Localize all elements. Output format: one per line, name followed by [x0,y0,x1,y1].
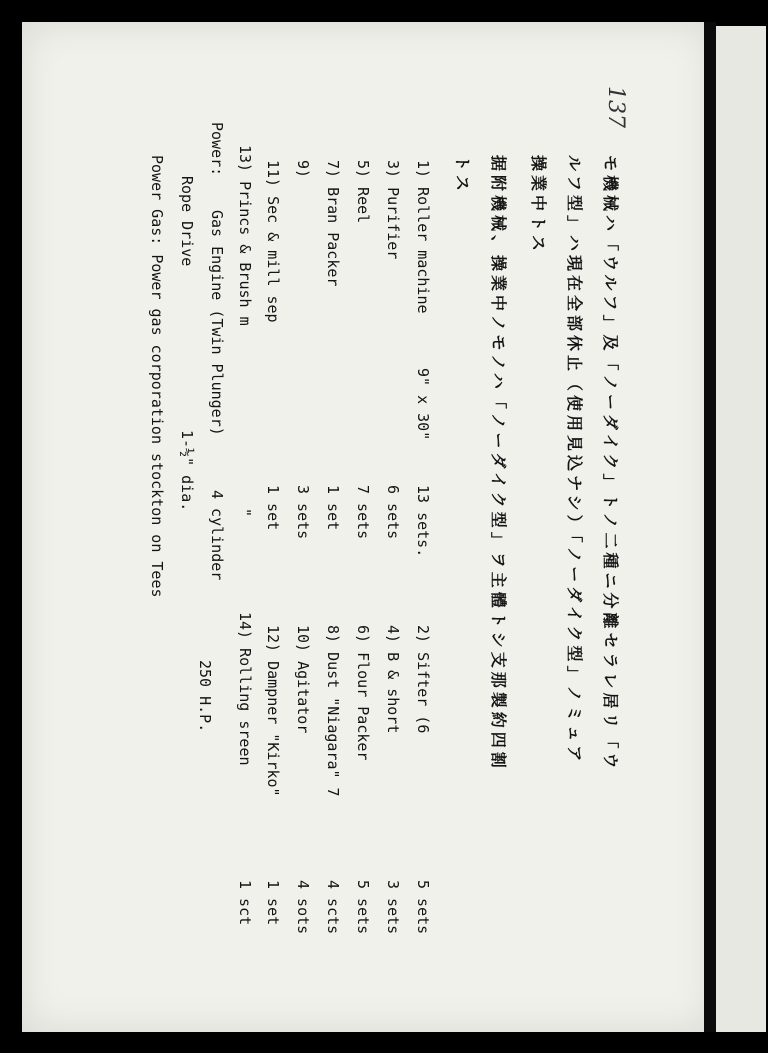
machine-14-name: 14) Rolling sreen [236,612,254,766]
machine-7-qty: 1 set [324,485,342,531]
machine-5-qty: 7 sets [354,485,372,540]
power-engine: Gas Engine (Twin Plunger) [208,210,226,436]
machine-12-qty: 1 set [264,880,282,926]
power-label: Power: [208,122,226,177]
page-number: 137 [603,86,628,128]
machine-1-qty: 13 sets. [414,485,432,558]
machine-5-name: 5) Reel [354,160,372,224]
machine-1-name: 1) Roller machine [414,160,432,314]
power-gas: Power Gas: Power gas corporation stockton on Tees [148,155,166,598]
machine-2-qty: 5 sets [414,880,432,935]
machine-13-qty: " [236,508,254,518]
machine-11-name: 11) Sec & mill sep [264,160,282,323]
machine-6-name: 6) Flour Packer [354,625,372,761]
machine-6-qty: 5 sets [354,880,372,935]
machine-7-name: 7) Bran Packer [324,160,342,287]
machine-8-qty: 4 scts [324,880,342,935]
machine-3-name: 3) Purifier [384,160,402,260]
power-drive: Rope Drive [178,176,196,267]
japanese-line-5: トス [453,155,472,195]
japanese-line-4: 据附機械、操業中ノモノハ「ノーダイク型」ヲ主體トシ支那製約四割 [489,155,508,772]
japanese-line-1: モ機械ハ「ウルフ」及「ノーダイク」トノ二種ニ分離セラレ居リ「ウ [601,155,620,773]
machine-10-name: 10) Agitator [294,625,312,734]
machine-4-name: 4) B & short [384,625,402,734]
machine-9-name: 9) [294,160,312,179]
machine-11-qty: 1 set [264,485,282,531]
machine-14-qty: 1 sct [236,880,254,926]
power-diameter: 1-½" dia. [178,430,196,512]
machine-3-qty: 6 sets [384,485,402,540]
machine-13-name: 13) Princs & Brush m [236,145,254,326]
machine-4-qty: 3 sets [384,880,402,935]
power-cylinder: 4 cylinder [208,490,226,581]
machine-10-qty: 4 sots [294,880,312,935]
machine-9-qty: 3 sets [294,485,312,540]
machine-2-name: 2) Sifter (6 [414,625,432,734]
machine-12-name: 12) Dampner "Kirko" [264,625,282,797]
machine-1-size: 9" x 30" [414,368,432,441]
japanese-line-3: 操業中トス [529,155,548,255]
japanese-line-2: ルフ型」ハ現在全部休止（使用見込ナシ）「ノーダイク型」ノミュア [565,155,584,766]
power-hp: 250 H.P. [196,660,214,733]
machine-8-name: 8) Dust "Niagara" 7 [324,625,342,797]
